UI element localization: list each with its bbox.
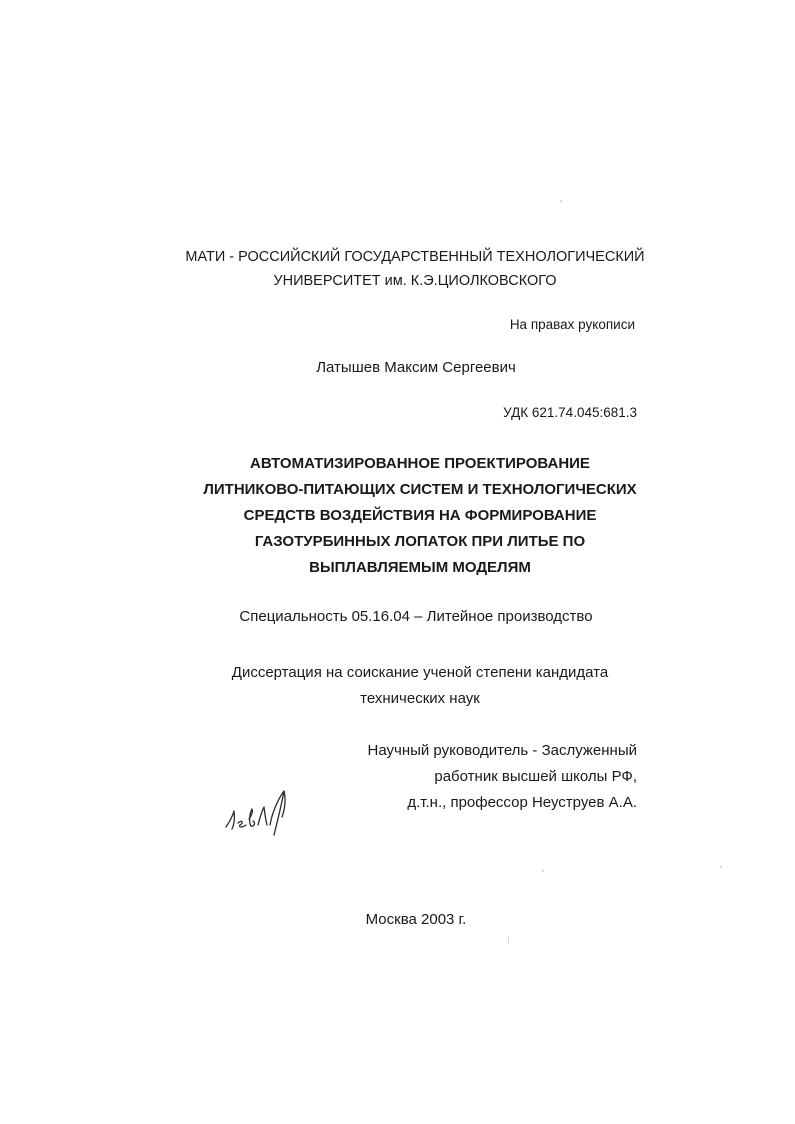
title-line: ГАЗОТУРБИННЫХ ЛОПАТОК ПРИ ЛИТЬЕ ПО bbox=[254, 533, 586, 550]
organization-name bbox=[150, 248, 680, 290]
title-line: СРЕДСТВ ВОЗДЕЙСТВИЯ НА ФОРМИРОВАНИЕ bbox=[243, 507, 597, 524]
supervisor-line: д.т.н., профессор Неуструев А.А. bbox=[407, 794, 637, 811]
title-line: ЛИТНИКОВО-ПИТАЮЩИХ СИСТЕМ И ТЕХНОЛОГИЧЕСКИХ bbox=[203, 481, 637, 498]
organization-line-2: УНИВЕРСИТЕТ им. К.Э.ЦИОЛКОВСКОГО bbox=[273, 273, 557, 289]
degree-statement bbox=[170, 660, 670, 712]
degree-line: Диссертация на соискание ученой степени кандидата bbox=[231, 664, 609, 681]
degree-line: технических наук bbox=[360, 690, 480, 707]
scan-speck bbox=[720, 866, 722, 868]
handwritten-signature bbox=[222, 785, 292, 845]
scan-speck bbox=[508, 936, 509, 943]
manuscript-note: На правах рукописи bbox=[509, 317, 635, 332]
author-name: Латышев Максим Сергеевич bbox=[316, 359, 516, 376]
city-and-year: Москва 2003 г. bbox=[365, 911, 467, 928]
title-line: АВТОМАТИЗИРОВАННОЕ ПРОЕКТИРОВАНИЕ bbox=[250, 455, 590, 472]
scan-speck bbox=[560, 200, 562, 202]
supervisor-line: Научный руководитель - Заслуженный bbox=[367, 742, 637, 759]
specialty: Специальность 05.16.04 – Литейное производство bbox=[239, 608, 593, 625]
scientific-supervisor bbox=[237, 738, 637, 816]
dissertation-title bbox=[150, 451, 690, 581]
scan-speck bbox=[542, 870, 544, 872]
organization-line-1: МАТИ - РОССИЙСКИЙ ГОСУДАРСТВЕННЫЙ ТЕХНОЛОГИЧЕСКИЙ bbox=[185, 249, 645, 265]
udk-code: УДК 621.74.045:681.3 bbox=[503, 405, 637, 420]
title-line: ВЫПЛАВЛЯЕМЫМ МОДЕЛЯМ bbox=[309, 559, 531, 576]
supervisor-line: работник высшей школы РФ, bbox=[434, 768, 637, 785]
